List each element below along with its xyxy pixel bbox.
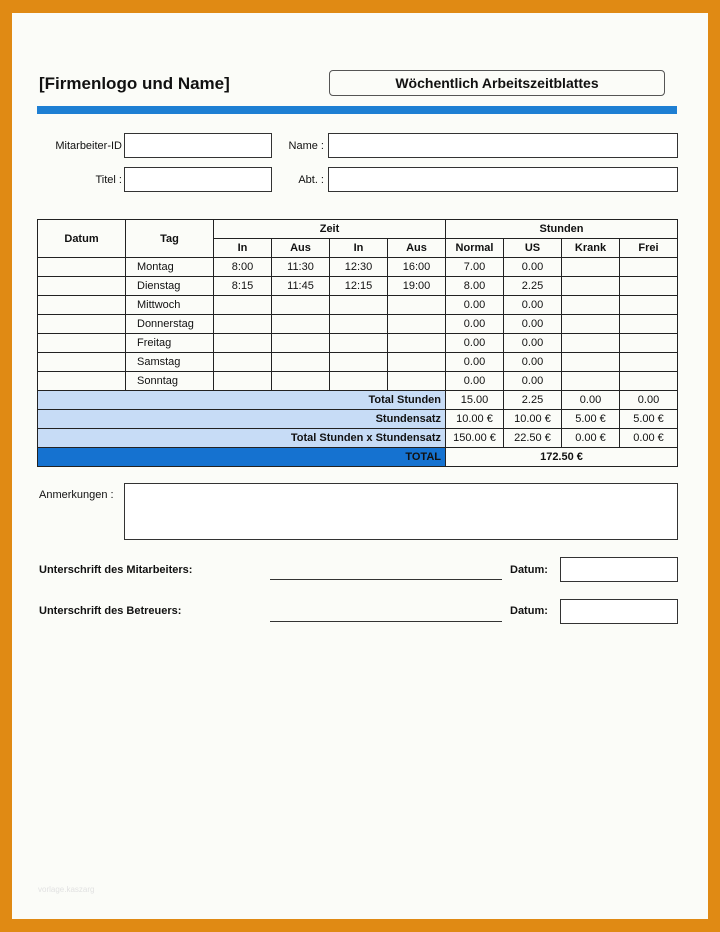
time-in-cell[interactable]: [214, 372, 272, 391]
summary-cell: 22.50 €: [504, 429, 562, 448]
time-in-cell[interactable]: [330, 315, 388, 334]
time-out-cell[interactable]: [388, 353, 446, 372]
summary-row-amount: [38, 429, 678, 448]
us-hours-cell[interactable]: 0.00: [504, 372, 562, 391]
day-cell: Samstag: [126, 353, 214, 372]
summary-label: Stundensatz: [38, 410, 446, 429]
supervisor-date-field[interactable]: [560, 599, 678, 624]
time-out-cell[interactable]: [272, 372, 330, 391]
time-in-cell[interactable]: 8:15: [214, 277, 272, 296]
table-row: [38, 353, 678, 372]
day-cell: Donnerstag: [126, 315, 214, 334]
sick-hours-cell[interactable]: [562, 334, 620, 353]
notes-field[interactable]: [124, 483, 678, 540]
summary-cell: 5.00 €: [562, 410, 620, 429]
summary-label: Total Stunden x Stundensatz: [38, 429, 446, 448]
summary-cell: 15.00: [446, 391, 504, 410]
time-in-cell[interactable]: [330, 296, 388, 315]
table-row: [38, 372, 678, 391]
us-hours-cell[interactable]: 2.25: [504, 277, 562, 296]
time-in-cell[interactable]: [330, 372, 388, 391]
employee-signature-line[interactable]: [270, 579, 502, 580]
time-out-cell[interactable]: [388, 296, 446, 315]
us-hours-cell[interactable]: 0.00: [504, 334, 562, 353]
time-in-cell[interactable]: 12:15: [330, 277, 388, 296]
time-out-cell[interactable]: 11:45: [272, 277, 330, 296]
day-cell: Dienstag: [126, 277, 214, 296]
day-cell: Freitag: [126, 334, 214, 353]
total-label: TOTAL: [38, 448, 446, 467]
table-row: [38, 334, 678, 353]
normal-hours-cell[interactable]: 0.00: [446, 372, 504, 391]
col-header-in: In: [330, 239, 388, 258]
col-header-day: Tag: [126, 220, 214, 258]
day-cell: Mittwoch: [126, 296, 214, 315]
table-row: [38, 296, 678, 315]
company-name: [Firmenlogo und Name]: [39, 74, 230, 93]
name-field[interactable]: [328, 133, 678, 158]
normal-hours-cell[interactable]: 0.00: [446, 334, 504, 353]
supervisor-date-label: Datum:: [510, 605, 548, 617]
us-hours-cell[interactable]: 0.00: [504, 258, 562, 277]
normal-hours-cell[interactable]: 8.00: [446, 277, 504, 296]
title-label: Titel :: [95, 174, 122, 186]
time-out-cell[interactable]: [272, 353, 330, 372]
sick-hours-cell[interactable]: [562, 258, 620, 277]
col-header-us: US: [504, 239, 562, 258]
date-cell[interactable]: [38, 296, 126, 315]
time-in-cell[interactable]: [330, 353, 388, 372]
department-label: Abt. :: [298, 174, 324, 186]
time-in-cell[interactable]: [330, 334, 388, 353]
free-hours-cell[interactable]: [620, 372, 678, 391]
employee-signature-label: Unterschrift des Mitarbeiters:: [39, 564, 193, 576]
employee-date-field[interactable]: [560, 557, 678, 582]
time-in-cell[interactable]: 12:30: [330, 258, 388, 277]
free-hours-cell[interactable]: [620, 334, 678, 353]
time-out-cell[interactable]: 19:00: [388, 277, 446, 296]
supervisor-signature-label: Unterschrift des Betreuers:: [39, 605, 182, 617]
summary-cell: 0.00: [562, 391, 620, 410]
document-title: Wöchentlich Arbeitszeitblattes: [329, 70, 665, 96]
total-row: [38, 448, 678, 467]
employee-date-label: Datum:: [510, 564, 548, 576]
time-out-cell[interactable]: [388, 334, 446, 353]
free-hours-cell[interactable]: [620, 258, 678, 277]
time-out-cell[interactable]: [272, 334, 330, 353]
free-hours-cell[interactable]: [620, 315, 678, 334]
department-field[interactable]: [328, 167, 678, 192]
sick-hours-cell[interactable]: [562, 315, 620, 334]
time-in-cell[interactable]: [214, 353, 272, 372]
summary-row-rate: [38, 410, 678, 429]
normal-hours-cell[interactable]: 0.00: [446, 315, 504, 334]
summary-cell: 2.25: [504, 391, 562, 410]
summary-row-total-hours: [38, 391, 678, 410]
time-out-cell[interactable]: 16:00: [388, 258, 446, 277]
us-hours-cell[interactable]: 0.00: [504, 296, 562, 315]
time-out-cell[interactable]: [272, 315, 330, 334]
name-label: Name :: [288, 140, 324, 152]
day-cell: Montag: [126, 258, 214, 277]
date-cell[interactable]: [38, 277, 126, 296]
date-cell[interactable]: [38, 315, 126, 334]
summary-cell: 0.00 €: [562, 429, 620, 448]
sick-hours-cell[interactable]: [562, 372, 620, 391]
col-header-free: Frei: [620, 239, 678, 258]
day-cell: Sonntag: [126, 372, 214, 391]
normal-hours-cell[interactable]: 0.00: [446, 353, 504, 372]
timesheet-table: [37, 219, 678, 467]
date-cell[interactable]: [38, 258, 126, 277]
sick-hours-cell[interactable]: [562, 277, 620, 296]
col-group-time: Zeit: [214, 220, 446, 239]
supervisor-signature-line[interactable]: [270, 621, 502, 622]
col-header-out: Aus: [388, 239, 446, 258]
date-cell[interactable]: [38, 334, 126, 353]
us-hours-cell[interactable]: 0.00: [504, 315, 562, 334]
free-hours-cell[interactable]: [620, 277, 678, 296]
time-in-cell[interactable]: 8:00: [214, 258, 272, 277]
notes-label: Anmerkungen :: [39, 489, 114, 501]
time-out-cell[interactable]: [388, 372, 446, 391]
time-in-cell[interactable]: [214, 296, 272, 315]
col-header-out: Aus: [272, 239, 330, 258]
free-hours-cell[interactable]: [620, 353, 678, 372]
title-field[interactable]: [124, 167, 272, 192]
employee-id-field[interactable]: [124, 133, 272, 158]
col-header-date: Datum: [38, 220, 126, 258]
date-cell[interactable]: [38, 372, 126, 391]
normal-hours-cell[interactable]: 0.00: [446, 296, 504, 315]
summary-label: Total Stunden: [38, 391, 446, 410]
summary-cell: 10.00 €: [446, 410, 504, 429]
col-header-sick: Krank: [562, 239, 620, 258]
summary-cell: 10.00 €: [504, 410, 562, 429]
sick-hours-cell[interactable]: [562, 353, 620, 372]
header-divider: [37, 106, 677, 114]
summary-cell: 0.00 €: [620, 429, 678, 448]
date-cell[interactable]: [38, 353, 126, 372]
time-out-cell[interactable]: 11:30: [272, 258, 330, 277]
table-row: [38, 258, 678, 277]
table-row: [38, 315, 678, 334]
normal-hours-cell[interactable]: 7.00: [446, 258, 504, 277]
total-value: 172.50 €: [446, 448, 678, 467]
time-out-cell[interactable]: [272, 296, 330, 315]
us-hours-cell[interactable]: 0.00: [504, 353, 562, 372]
time-out-cell[interactable]: [388, 315, 446, 334]
watermark: vorlage.kaszarg: [38, 885, 95, 894]
time-in-cell[interactable]: [214, 315, 272, 334]
table-row: [38, 277, 678, 296]
col-header-normal: Normal: [446, 239, 504, 258]
col-group-hours: Stunden: [446, 220, 678, 239]
col-header-in: In: [214, 239, 272, 258]
summary-cell: 150.00 €: [446, 429, 504, 448]
summary-cell: 5.00 €: [620, 410, 678, 429]
free-hours-cell[interactable]: [620, 296, 678, 315]
summary-cell: 0.00: [620, 391, 678, 410]
time-in-cell[interactable]: [214, 334, 272, 353]
employee-id-label: Mitarbeiter-ID: [55, 140, 122, 152]
sick-hours-cell[interactable]: [562, 296, 620, 315]
